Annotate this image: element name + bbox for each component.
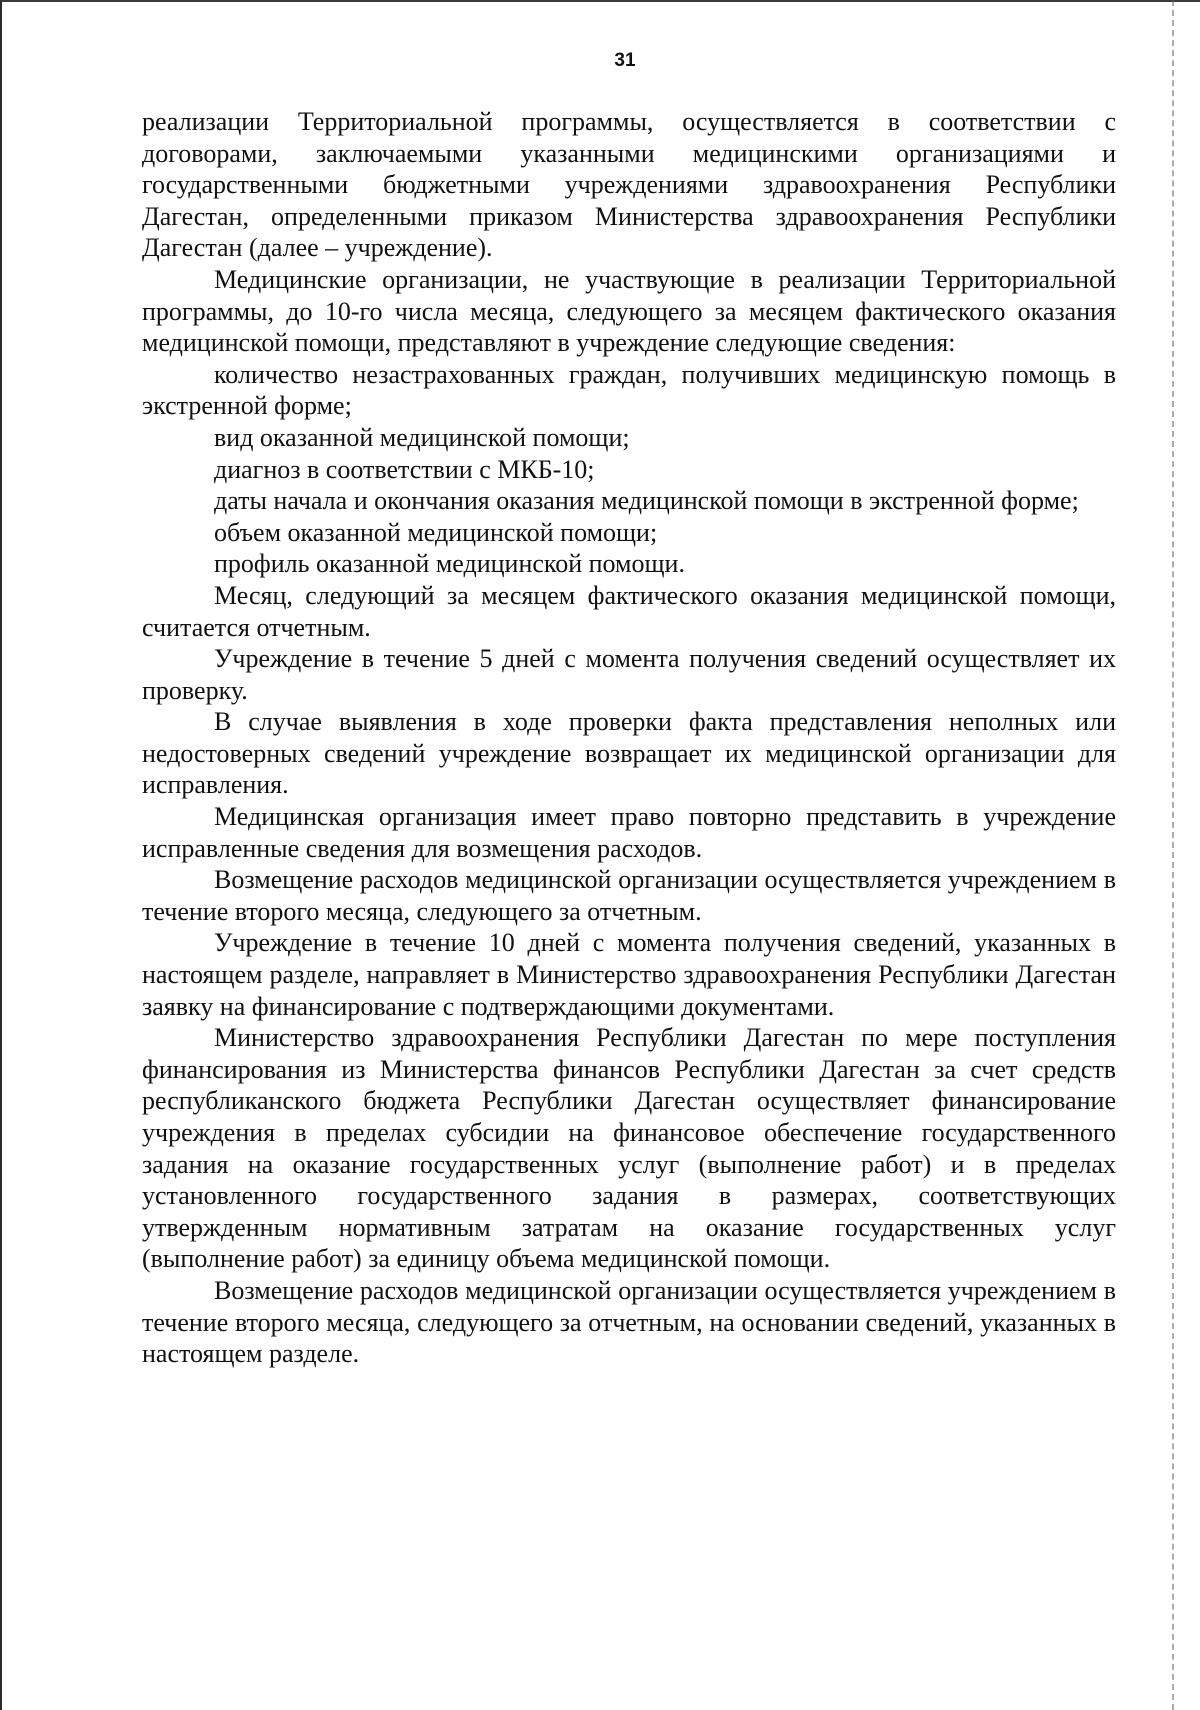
paragraph: Учреждение в течение 5 дней с момента получения сведений осуществляет их проверку.: [142, 644, 1116, 705]
list-item: объем оказанной медицинской помощи;: [214, 517, 658, 547]
paragraph: Министерство здравоохранения Республики Дагестан по мере поступления финансирования из Министерства финансов Республики Дагестан за счет средств республиканского бюджета Республики Дагестан осуществляет финансирование учреждения в пределах субсидии на финансовое обеспечение государственного задания на оказание государственных услуг (выполнение работ) и в пределах установленного государственного задания в размерах, соответствующих утвержденным нормативным затратам на оказание государственных услуг (выполнение работ) за единицу объема медицинской помощи.: [142, 1023, 1116, 1274]
document-body: [142, 106, 1116, 1370]
list-item: профиль оказанной медицинской помощи.: [214, 549, 685, 579]
list-item: вид оказанной медицинской помощи;: [214, 422, 630, 452]
page-number: 31: [614, 50, 636, 71]
paragraph: В случае выявления в ходе проверки факта представления неполных или недостоверных сведений учреждение возвращает их медицинской организации для исправления.: [142, 707, 1116, 800]
paragraph: Возмещение расходов медицинской организации осуществляется учреждением в течение второго месяца, следующего за отчетным.: [142, 865, 1116, 926]
paragraph: реализации Территориальной программы, осуществляется в соответствии с договорами, заключаемыми указанными медицинскими организациями и государственными бюджетными учреждениями здравоохранения Республики Дагестан, определенными приказом Министерства здравоохранения Республики Дагестан (далее – учреждение).: [142, 107, 1116, 263]
paragraph: Месяц, следующий за месяцем фактического оказания медицинской помощи, считается отчетным.: [142, 580, 1116, 642]
list-item: диагноз в соответствии с МКБ-10;: [214, 454, 595, 484]
scan-edge-line: [1172, 0, 1174, 1710]
list-item: даты начала и окончания оказания медицинской помощи в экстренной форме;: [214, 486, 1079, 516]
list-item: количество незастрахованных граждан, получивших медицинскую помощь в экстренной форме;: [142, 359, 1116, 421]
paragraph: Медицинские организации, не участвующие в реализации Территориальной программы, до 10-го числа месяца, следующего за месяцем фактического оказания медицинской помощи, представляют в учреждение следующие сведения:: [142, 264, 1116, 358]
paragraph: Учреждение в течение 10 дней с момента получения сведений, указанных в настоящем разделе, направляет в Министерство здравоохранения Республики Дагестан заявку на финансирование с подтверждающими документами.: [142, 928, 1116, 1021]
paragraph: Возмещение расходов медицинской организации осуществляется учреждением в течение второго месяца, следующего за отчетным, на основании сведений, указанных в настоящем разделе.: [142, 1275, 1116, 1369]
paragraph: Медицинская организация имеет право повторно представить в учреждение исправленные сведения для возмещения расходов.: [142, 802, 1116, 863]
